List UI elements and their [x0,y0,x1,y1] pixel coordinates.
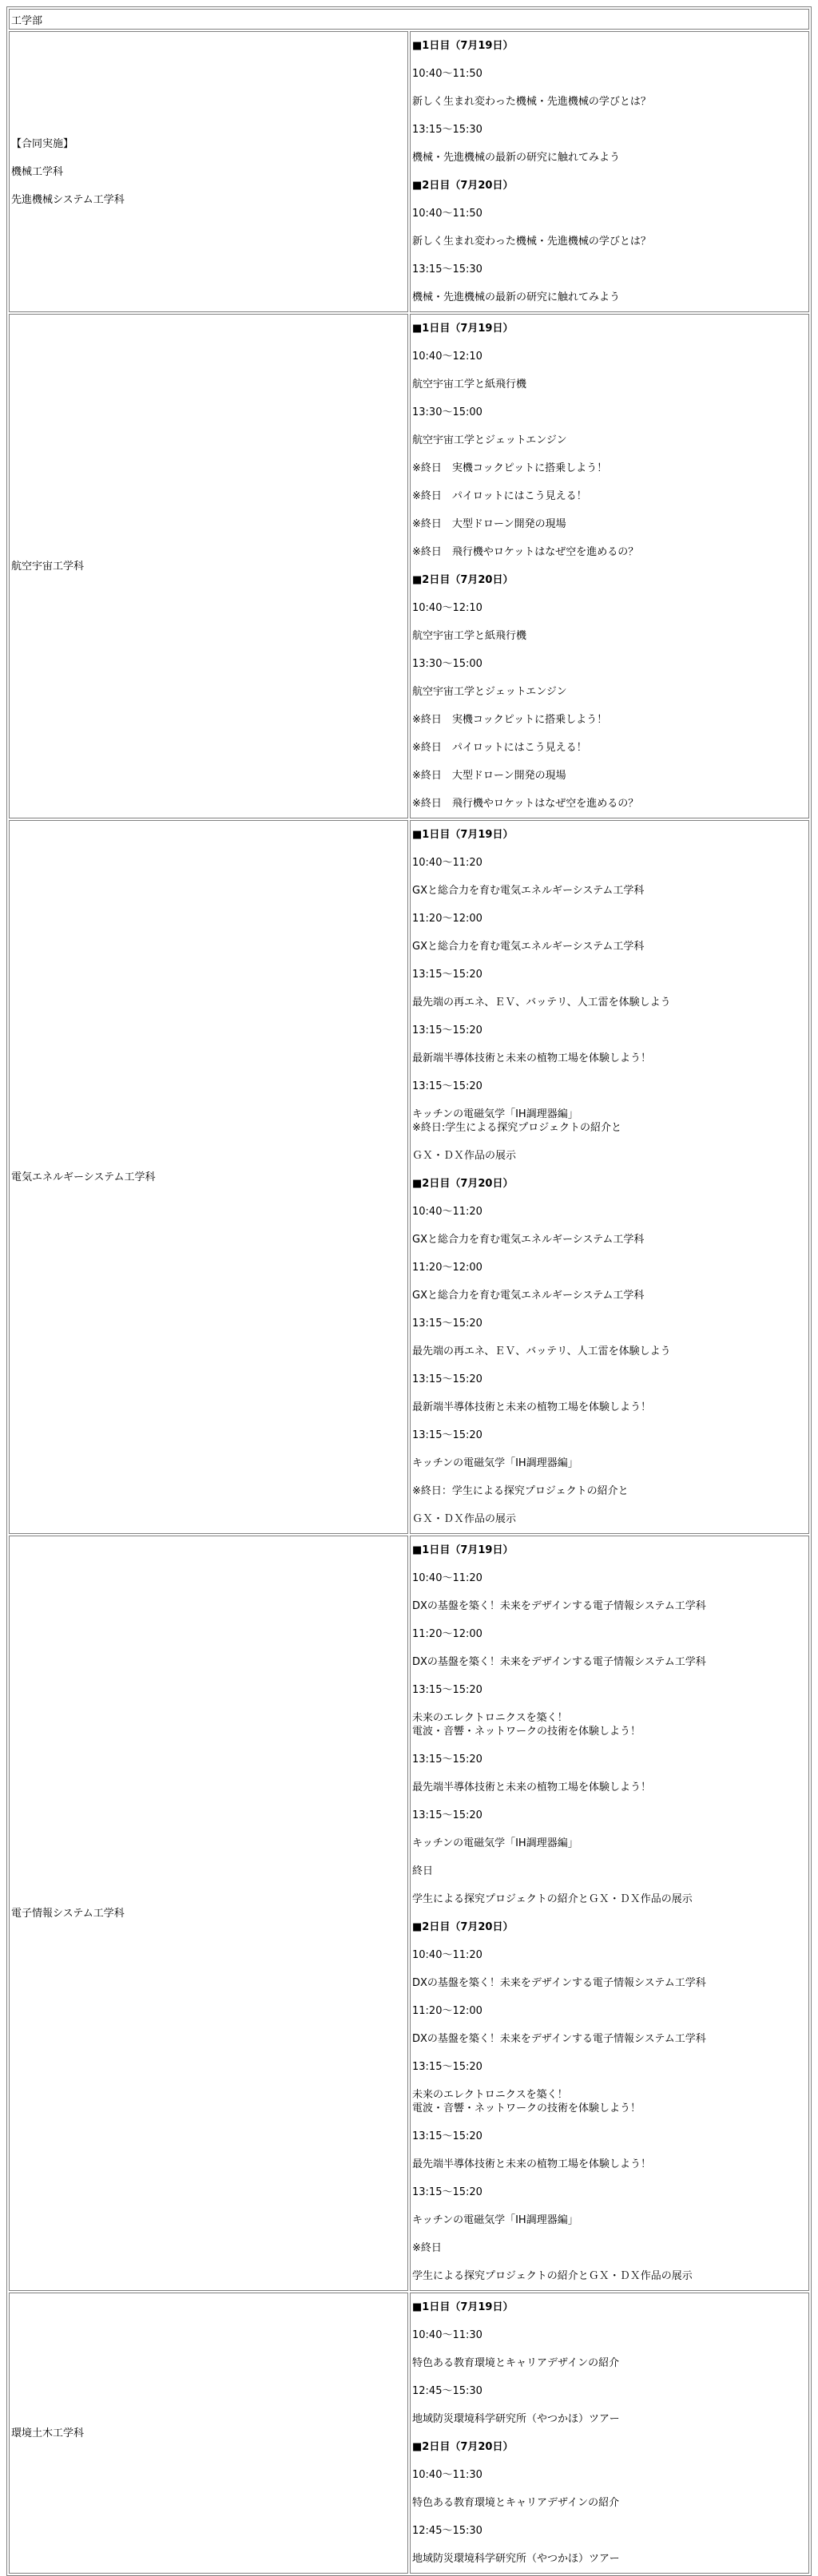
schedule-line [412,594,807,622]
department-name-cell [9,1536,408,2291]
schedule-line [412,228,807,256]
schedule-line [412,790,807,818]
department-name-cell [9,2293,408,2574]
schedule-text: 10:40〜12:10 [412,601,482,614]
day-heading [412,2433,807,2461]
schedule-text: GXと総合力を育む電気エネルギーシステム工学科 [412,1233,645,1246]
schedule-cell [410,2293,809,2574]
schedule-line [412,2262,807,2290]
schedule-text: 11:20〜12:00 [412,1627,482,1640]
schedule-text: 11:20〜12:00 [412,912,482,925]
schedule-text: 機械・先進機械の最新の研究に触れてみよう [412,151,621,164]
schedule-line [412,1017,807,1044]
department-name-cell [9,314,408,818]
schedule-line [412,2234,807,2262]
schedule-line [412,2122,807,2150]
schedule-text: 地域防災環境科学研究所（やつかほ）ツアー [412,2412,620,2425]
schedule-line [412,2178,807,2206]
schedule-text: ※終日:学生による探究プロジェクトの紹介と [412,1122,622,1134]
schedule-text: 機械・先進機械の最新の研究に触れてみよう [412,291,621,303]
schedule-line [412,1620,807,1648]
schedule-line [412,2349,807,2377]
schedule-text: 学生による探究プロジェクトの紹介とＧＸ・ＤＸ作品の展示 [412,1892,693,1905]
schedule-line [412,454,807,482]
schedule-line [412,650,807,678]
schedule-cell [410,1536,809,2291]
schedule-cell [410,820,809,1534]
schedule-text: 10:40〜12:10 [412,350,482,363]
schedule-text: 最新端半導体技術と未来の植物工場を体験しよう！ [412,1401,652,1413]
schedule-line [412,371,807,398]
schedule-text: 13:15〜15:20 [412,1429,482,1441]
schedule-text: ※終日 大型ドローン開発の現場 [412,517,566,530]
schedule-line [412,1997,807,2025]
schedule-text: 12:45〜15:30 [412,2524,482,2537]
department-name: 環境土木工学科 [11,2427,85,2439]
table-title: 工学部 [9,9,809,30]
schedule-line [412,2025,807,2053]
schedule-line [412,1505,807,1533]
schedule-text: GXと総合力を育む電気エネルギーシステム工学科 [412,940,645,953]
schedule-line [412,2150,807,2178]
schedule-text: ※終日 [412,2241,442,2254]
schedule-text: 13:15〜15:20 [412,2186,482,2198]
schedule-line [412,1142,807,1170]
schedule-text: ※終日 パイロットにはこう見える！ [412,741,587,754]
schedule-text: DXの基盤を築く！未来をデザインする電子情報システム工学科 [412,2032,706,2045]
day-heading [412,32,807,60]
schedule-text: 10:40〜11:20 [412,1205,482,1218]
schedule-text: 航空宇宙工学とジェットエンジン [412,685,567,698]
schedule-text: ※終日 大型ドローン開発の現場 [412,769,566,782]
schedule-line [412,2206,807,2234]
schedule-text: GXと総合力を育む電気エネルギーシステム工学科 [412,884,645,897]
department-name-cell [9,820,408,1534]
department-name: 【合同実施】 [11,137,74,150]
schedule-line [412,538,807,566]
schedule-text: 13:15〜15:20 [412,1683,482,1696]
schedule-text: 13:15〜15:20 [412,2130,482,2142]
schedule-text: 電波・音響・ネットワークの技術を体験しよう！ [412,2102,641,2114]
schedule-line [412,1829,807,1857]
schedule-text: 13:15〜15:20 [412,1753,482,1766]
schedule-text: 13:15〜15:20 [412,1080,482,1092]
day-heading-text: ■2日目（7月20日） [412,1920,514,1933]
schedule-table [6,6,812,2576]
schedule-text: 未来のエレクトロニクスを築く！ [412,1711,568,1724]
schedule-text: 13:15〜15:20 [412,968,482,981]
day-heading-text: ■2日目（7月20日） [412,1177,514,1190]
schedule-line [412,1746,807,1773]
schedule-line [412,2545,807,2573]
schedule-text: 10:40〜11:50 [412,67,482,80]
department-name: 電子情報システム工学科 [11,1907,125,1920]
schedule-text: DXの基盤を築く！未来をデザインする電子情報システム工学科 [412,1976,706,1989]
schedule-line [412,877,807,905]
schedule-line [412,933,807,961]
schedule-line [412,989,807,1017]
schedule-line [412,1773,807,1801]
schedule-line [412,1365,807,1393]
department-name: 電気エネルギーシステム工学科 [11,1171,156,1183]
schedule-line [412,961,807,989]
schedule-text: 航空宇宙工学と紙飛行機 [412,629,527,642]
schedule-line [412,1941,807,1969]
schedule-line [412,2405,807,2433]
schedule-line [412,1885,807,1913]
schedule-text: ※終日 実機コックピットに搭乗しよう！ [412,713,608,726]
schedule-text: 航空宇宙工学とジェットエンジン [412,434,567,446]
schedule-line [412,1338,807,1365]
schedule-line [412,1592,807,1620]
day-heading-text: ■1日目（7月19日） [412,2301,514,2313]
schedule-text: 新しく生まれ変わった機械・先進機械の学びとは？ [412,235,651,248]
schedule-text: 最新端半導体技術と未来の植物工場を体験しよう！ [412,1052,652,1064]
department-row [9,1536,809,2291]
schedule-line [412,1648,807,1676]
schedule-text: キッチンの電磁気学「IH調理器編」 [412,1837,578,1849]
day-heading [412,1536,807,1564]
day-heading [412,1170,807,1198]
schedule-text: 13:15〜15:20 [412,1024,482,1036]
schedule-line [412,1226,807,1254]
schedule-text: 13:15〜15:20 [412,1809,482,1821]
day-heading-text: ■1日目（7月19日） [412,1544,514,1556]
schedule-text: 10:40〜11:30 [412,2468,482,2481]
day-heading-text: ■2日目（7月20日） [412,179,514,192]
department-row [9,31,809,312]
schedule-text: ※終日 飛行機やロケットはなぜ空を進めるの？ [412,545,639,558]
schedule-text: ※終日 実機コックピットに搭乗しよう！ [412,462,608,474]
schedule-text: DXの基盤を築く！未来をデザインする電子情報システム工学科 [412,1599,706,1612]
schedule-text: ※終日：学生による探究プロジェクトの紹介と [412,1484,629,1497]
schedule-line [412,1072,807,1100]
schedule-line [412,1969,807,1997]
schedule-line [412,706,807,734]
schedule-line [412,622,807,650]
schedule-cell [410,31,809,312]
schedule-text: 11:20〜12:00 [412,1261,482,1274]
schedule-line [412,2461,807,2489]
schedule-text: 最先端半導体技術と未来の植物工場を体験しよう！ [412,1781,652,1793]
schedule-line [412,482,807,510]
schedule-text: 最先端の再エネ、ＥＶ、バッテリ、人工雷を体験しよう [412,1345,671,1357]
day-heading [412,2293,807,2321]
schedule-line [412,1198,807,1226]
department-name: 先進機械システム工学科 [11,193,125,206]
department-name: 航空宇宙工学科 [11,560,85,573]
schedule-line [412,256,807,283]
schedule-line [412,426,807,454]
schedule-text: 10:40〜11:20 [412,856,482,869]
schedule-line [412,200,807,228]
schedule-text: 終日 [412,1865,434,1877]
schedule-line [412,510,807,538]
schedule-line [412,88,807,116]
day-heading-text: ■1日目（7月19日） [412,322,514,335]
schedule-text: 学生による探究プロジェクトの紹介とＧＸ・ＤＸ作品の展示 [412,2269,693,2282]
schedule-line [412,60,807,88]
schedule-line [412,1449,807,1477]
schedule-text: 未来のエレクトロニクスを築く！ [412,2088,568,2101]
schedule-line [412,283,807,311]
schedule-text: キッチンの電磁気学「IH調理器編」 [412,1456,578,1469]
schedule-text: 13:15〜15:20 [412,1317,482,1330]
schedule-text: ※終日 飛行機やロケットはなぜ空を進めるの？ [412,797,639,810]
schedule-text: GXと総合力を育む電気エネルギーシステム工学科 [412,1289,645,1302]
schedule-line [412,905,807,933]
schedule-line [412,1282,807,1310]
schedule-text: 最先端の再エネ、ＥＶ、バッテリ、人工雷を体験しよう [412,996,671,1009]
schedule-line [412,1254,807,1282]
schedule-line [412,2517,807,2545]
schedule-text: 10:40〜11:20 [412,1571,482,1584]
schedule-line [412,1704,807,1746]
schedule-line [412,849,807,877]
schedule-text: キッチンの電磁気学「IH調理器編」 [412,1108,578,1120]
schedule-text: 11:20〜12:00 [412,2004,482,2017]
schedule-text: ※終日 パイロットにはこう見える！ [412,489,587,502]
schedule-text: 地域防災環境科学研究所（やつかほ）ツアー [412,2552,620,2565]
day-heading-text: ■2日目（7月20日） [412,2440,514,2453]
day-heading [412,566,807,594]
schedule-text: 12:45〜15:30 [412,2384,482,2397]
schedule-cell [410,314,809,818]
schedule-text: 最先端半導体技術と未来の植物工場を体験しよう！ [412,2158,652,2170]
schedule-line [412,734,807,762]
schedule-line [412,1393,807,1421]
schedule-text: DXの基盤を築く！未来をデザインする電子情報システム工学科 [412,1655,706,1668]
schedule-line [412,2053,807,2081]
day-heading [412,172,807,200]
schedule-line [412,1801,807,1829]
schedule-line [412,2081,807,2122]
department-row [9,314,809,818]
table-title-row [9,9,809,30]
schedule-line [412,762,807,790]
department-name-cell [9,31,408,312]
schedule-line [412,2377,807,2405]
schedule-text: キッチンの電磁気学「IH調理器編」 [412,2213,578,2226]
schedule-text: 航空宇宙工学と紙飛行機 [412,378,527,390]
schedule-line [412,2321,807,2349]
schedule-line [412,1857,807,1885]
schedule-line [412,398,807,426]
schedule-line [412,1477,807,1505]
schedule-line [412,1100,807,1142]
schedule-line [412,343,807,371]
day-heading [412,1913,807,1941]
department-row [9,820,809,1534]
schedule-line [412,1421,807,1449]
schedule-text: 13:15〜15:20 [412,1373,482,1385]
schedule-text: 電波・音響・ネットワークの技術を体験しよう！ [412,1726,641,1738]
day-heading-text: ■1日目（7月19日） [412,39,514,52]
schedule-line [412,678,807,706]
day-heading [412,315,807,343]
department-row [9,2293,809,2574]
schedule-text: 13:30〜15:00 [412,406,482,418]
schedule-text: 13:15〜15:20 [412,2060,482,2073]
day-heading [412,821,807,849]
schedule-line [412,1044,807,1072]
schedule-text: 10:40〜11:30 [412,2328,482,2341]
schedule-line [412,2489,807,2517]
schedule-line [412,1676,807,1704]
schedule-line [412,1310,807,1338]
schedule-text: 10:40〜11:50 [412,207,482,220]
schedule-text: 特色ある教育環境とキャリアデザインの紹介 [412,2356,620,2369]
schedule-line [412,116,807,144]
schedule-text: 13:15〜15:30 [412,263,482,275]
day-heading-text: ■2日目（7月20日） [412,573,514,586]
schedule-text: 新しく生まれ変わった機械・先進機械の学びとは？ [412,95,651,108]
schedule-text: 特色ある教育環境とキャリアデザインの紹介 [412,2496,620,2509]
schedule-line [412,1564,807,1592]
schedule-text: ＧＸ・ＤＸ作品の展示 [412,1512,517,1525]
schedule-text: 13:30〜15:00 [412,657,482,670]
schedule-text: 13:15〜15:30 [412,123,482,136]
day-heading-text: ■1日目（7月19日） [412,828,514,841]
department-name: 機械工学科 [11,165,64,178]
schedule-text: 10:40〜11:20 [412,1948,482,1961]
schedule-text: ＧＸ・ＤＸ作品の展示 [412,1149,517,1162]
schedule-line [412,144,807,172]
